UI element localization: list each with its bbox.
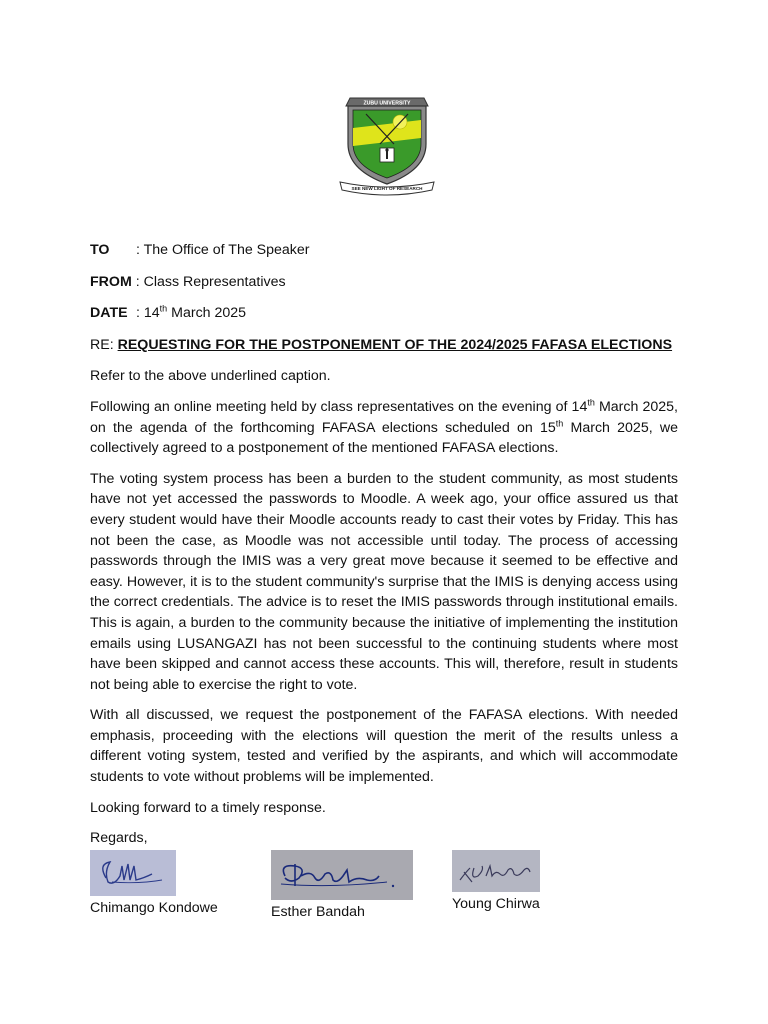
signature-young: [452, 850, 540, 913]
paragraph-looking-forward: Looking forward to a timely response.: [90, 799, 326, 816]
paragraph-voting-system: The voting system process has been a burden to the student community, as most students have not yet accessed the passwords to Moodle. A week ago, your office assured us that every student would have their Moodle accounts ready to cast their votes by Friday. This has not been the case, as Moodle was not accessible until today. The process of accessing passwords through the IMIS was a very great move because it seemed to be effective and easy. However, it is to the student community's surprise that the IMIS is denying access using the correct credentials. The advice is to reset the IMIS passwords through institutional emails. This is again, a burden to the community because the initiative of implementing the institution emails using LUSANGAZI has not been successful to the continuing students where most have been skipped and cannot access these accounts. This will, therefore, result in students not being able to exercise the right to vote.: [90, 470, 678, 693]
closing-regards: Regards,: [90, 830, 148, 847]
memo-re-caption: REQUESTING FOR THE POSTPONEMENT OF THE 2024/2025 FAFASA ELECTIONS: [117, 336, 673, 353]
signature-esther: [271, 850, 413, 921]
crest-motto-text: SEE NEW LIGHT OF RESEARCH: [351, 186, 423, 191]
paragraph-meeting-part-c: March 2025, we collectively agreed to a postponement of the mentioned FAFASA elections.: [90, 419, 679, 457]
memo-date-label: DATE: [90, 305, 128, 322]
paragraph-refer: Refer to the above underlined caption.: [90, 368, 331, 385]
memo-to-label: TO: [90, 242, 110, 258]
paragraph-meeting-sup-2: th: [555, 417, 564, 428]
memo-re-label: RE:: [90, 336, 118, 353]
signature-image-young: [452, 850, 540, 892]
memo-date-sep: : 14: [136, 305, 160, 322]
memo-from-value: : Class Representatives: [135, 273, 286, 290]
university-crest-logo: [338, 92, 436, 198]
memo-from-line: [90, 272, 678, 293]
letter-body: [90, 240, 678, 859]
paragraph-meeting-part-a: Following an online meeting held by class representatives on the evening of 14: [90, 398, 588, 415]
signature-image-esther: [271, 850, 413, 900]
crest-top-text: ZUBU UNIVERSITY: [363, 100, 411, 107]
signature-name-esther: Esther Bandah: [271, 904, 365, 920]
memo-date-line: [90, 303, 678, 324]
paragraph-meeting-sup-1: th: [587, 397, 595, 408]
signature-name-chimango: Chimango Kondowe: [90, 900, 218, 916]
signature-chimango: [90, 850, 218, 917]
paragraph-meeting: [90, 397, 678, 459]
memo-date-sup: th: [159, 303, 168, 314]
memo-to-value: : The Office of The Speaker: [136, 242, 310, 258]
signature-image-chimango: [90, 850, 176, 896]
signature-name-young: Young Chirwa: [452, 896, 540, 912]
memo-re-line: [90, 335, 678, 356]
memo-from-label: FROM: [90, 273, 132, 290]
paragraph-request: With all discussed, we request the postponement of the FAFASA elections. With needed emphasis, proceeding with the elections will question the merit of the results unless a different voting system, tested and verified by the aspirants, and which will accommodate students to vote without problems will be implemented.: [90, 707, 678, 786]
memo-date-rest: March 2025: [167, 305, 247, 322]
paragraph-meeting-part-b: March 2025, on the agenda of the forthcoming FAFASA elections scheduled on 15: [90, 398, 679, 436]
memo-to-line: [90, 240, 678, 261]
signature-block: [90, 850, 678, 930]
